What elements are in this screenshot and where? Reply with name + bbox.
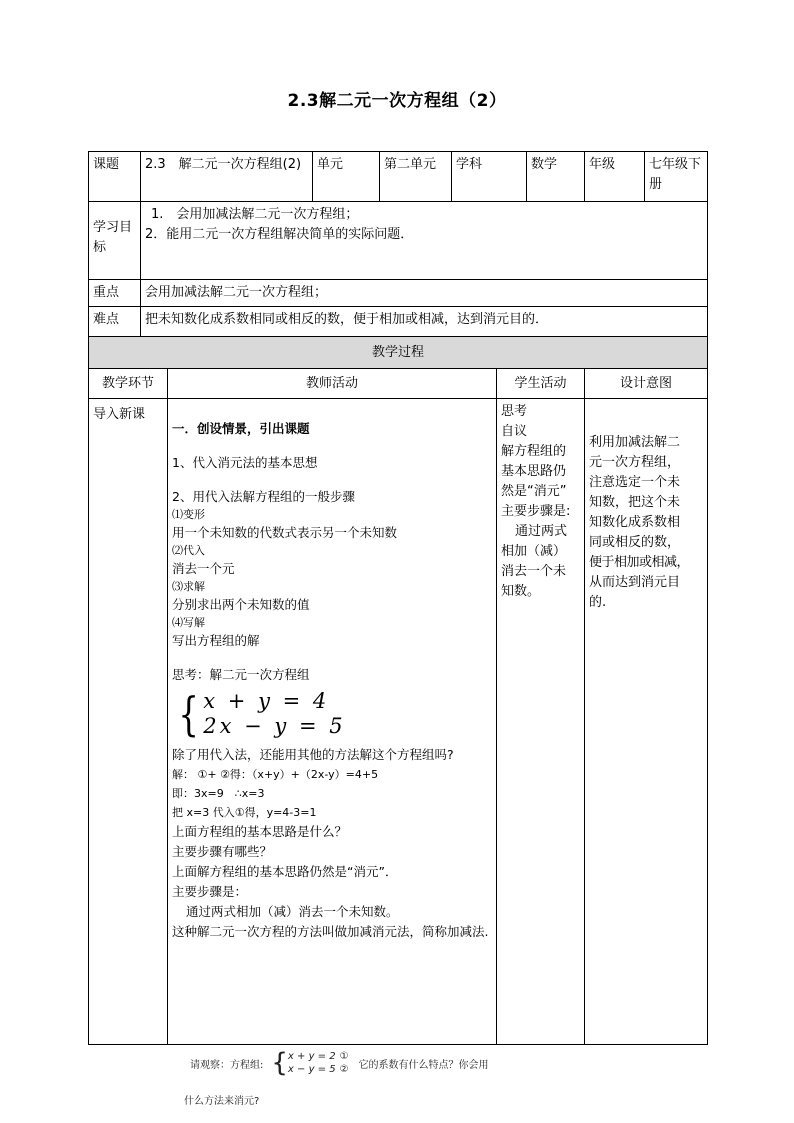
footer-question-2: 什么方法来消元? bbox=[184, 1096, 260, 1107]
unit-value: 第二单元 bbox=[380, 152, 452, 202]
footer-marker-1: ① bbox=[339, 1051, 349, 1062]
solution-line: 即：3x=9 ∴x=3 bbox=[172, 787, 265, 800]
design-line: 从而达到消元目 bbox=[589, 575, 681, 590]
goal-item: 1. 会用加减法解二元一次方程组； bbox=[151, 207, 359, 222]
footer-lead: 请观察：方程组: bbox=[190, 1059, 264, 1071]
teacher-line: 上面方程组的基本思路是什么？ bbox=[172, 824, 348, 839]
goal-item: 2．能用二元一次方程组解决简单的实际问题． bbox=[145, 227, 414, 242]
goals-content bbox=[141, 202, 708, 280]
step-desc: 分别求出两个未知数的值 bbox=[172, 597, 310, 612]
process-band: 教学过程 bbox=[89, 337, 708, 369]
col-teacher-header: 教师活动 bbox=[168, 369, 497, 399]
lesson-label: 课题 bbox=[89, 152, 141, 202]
student-line: 主要步骤是: bbox=[501, 504, 571, 519]
equation-1: x + y = 4 bbox=[203, 689, 330, 713]
student-line: 解方程组的 bbox=[501, 444, 567, 459]
col-design-header: 设计意图 bbox=[585, 369, 708, 399]
solution-line: 把 x=3 代入①得，y=4-3=1 bbox=[172, 806, 317, 819]
student-line: 基本思路仍 bbox=[501, 464, 567, 479]
step-desc: 用一个未知数的代数式表示另一个未知数 bbox=[172, 525, 398, 540]
step-label: ⑷写解 bbox=[172, 616, 205, 629]
design-line: 元一次方程组， bbox=[589, 455, 681, 470]
design-line: 同或相反的数， bbox=[589, 535, 681, 550]
student-line: 思考 bbox=[501, 404, 528, 419]
brace-symbol: { bbox=[178, 687, 199, 741]
student-line: 通过两式 bbox=[515, 524, 568, 539]
key-value: 会用加减法解二元一次方程组； bbox=[141, 280, 708, 307]
footer-marker-2: ② bbox=[339, 1064, 349, 1075]
footer-brace: { bbox=[271, 1048, 288, 1078]
footer-note bbox=[184, 1048, 489, 1107]
difficulty-value: 把未知数化成系数相同或相反的数，便于相加或相减，达到消元目的． bbox=[141, 307, 708, 337]
equation-2: 2x − y = 5 bbox=[203, 714, 346, 738]
teacher-line: 1、代入消元法的基本思想 bbox=[172, 455, 318, 470]
teacher-line: 2、用代入法解方程组的一般步骤 bbox=[172, 489, 355, 504]
design-intent bbox=[585, 399, 708, 1045]
teacher-activity bbox=[168, 399, 497, 1045]
student-line: 然是“消元” bbox=[501, 484, 567, 499]
lesson-value: 2.3 解二元一次方程组(2) bbox=[141, 152, 313, 202]
student-line: 知数。 bbox=[501, 584, 541, 599]
grade-value: 七年级下册 bbox=[645, 152, 708, 202]
step-label: ⑶求解 bbox=[172, 580, 205, 593]
footer-equation-system bbox=[271, 1050, 352, 1076]
design-line: 利用加减法解二 bbox=[589, 435, 681, 450]
grade-label: 年级 bbox=[585, 152, 645, 202]
design-line: 知数化成系数相 bbox=[589, 515, 681, 530]
key-label: 重点 bbox=[89, 280, 141, 307]
design-line: 的. bbox=[589, 595, 607, 610]
unit-label: 单元 bbox=[313, 152, 380, 202]
col-stage-header: 教学环节 bbox=[89, 369, 168, 399]
step-desc: 写出方程组的解 bbox=[172, 633, 260, 648]
col-student-header: 学生活动 bbox=[497, 369, 585, 399]
teacher-line: 通过两式相加（减）消去一个未知数。 bbox=[186, 904, 399, 919]
lesson-plan-table bbox=[88, 151, 708, 1045]
difficulty-label: 难点 bbox=[89, 307, 141, 337]
student-line: 相加（减） bbox=[501, 544, 567, 559]
stage-label: 导入新课 bbox=[93, 407, 146, 422]
equation-lines bbox=[203, 689, 345, 739]
footer-eq2: x − y = 5 bbox=[287, 1064, 336, 1075]
subject-value: 数学 bbox=[527, 152, 585, 202]
solution-line: 解： ①+ ②得：（x+y）+（2x-y）=4+5 bbox=[172, 768, 379, 781]
footer-eq1: x + y = 2 bbox=[287, 1051, 336, 1062]
subject-label: 学科 bbox=[452, 152, 527, 202]
design-line: 便于相加或相减， bbox=[589, 555, 690, 570]
think-line: 思考：解二元一次方程组 bbox=[172, 667, 310, 682]
footer-question: 它的系数有什么特点？你会用 bbox=[358, 1059, 489, 1071]
design-line: 知数，把这个未 bbox=[589, 495, 681, 510]
teacher-line: 主要步骤是： bbox=[172, 884, 248, 899]
goals-label: 学习目标 bbox=[89, 202, 141, 280]
section-heading: 一．创设情景，引出课题 bbox=[172, 421, 310, 436]
step-desc: 消去一个元 bbox=[172, 561, 235, 576]
design-line: 注意选定一个未 bbox=[589, 475, 681, 490]
student-activity bbox=[497, 399, 585, 1045]
equation-system bbox=[174, 689, 492, 739]
page-title: 2.3解二元一次方程组（2） bbox=[287, 91, 507, 111]
teacher-line: 除了用代入法，还能用其他的方法解这个方程组吗? bbox=[172, 747, 454, 762]
teacher-line: 这种解二元一次方程的方法叫做加减消元法，简称加减法. bbox=[172, 924, 489, 939]
stage-cell bbox=[89, 399, 168, 1045]
step-label: ⑵代入 bbox=[172, 544, 205, 557]
teacher-line: 上面解方程组的基本思路仍然是“消元”． bbox=[172, 864, 398, 879]
teacher-line: 主要步骤有哪些？ bbox=[172, 844, 273, 859]
student-line: 自议 bbox=[501, 424, 528, 439]
student-line: 消去一个未 bbox=[501, 564, 567, 579]
step-label: ⑴变形 bbox=[172, 508, 205, 521]
